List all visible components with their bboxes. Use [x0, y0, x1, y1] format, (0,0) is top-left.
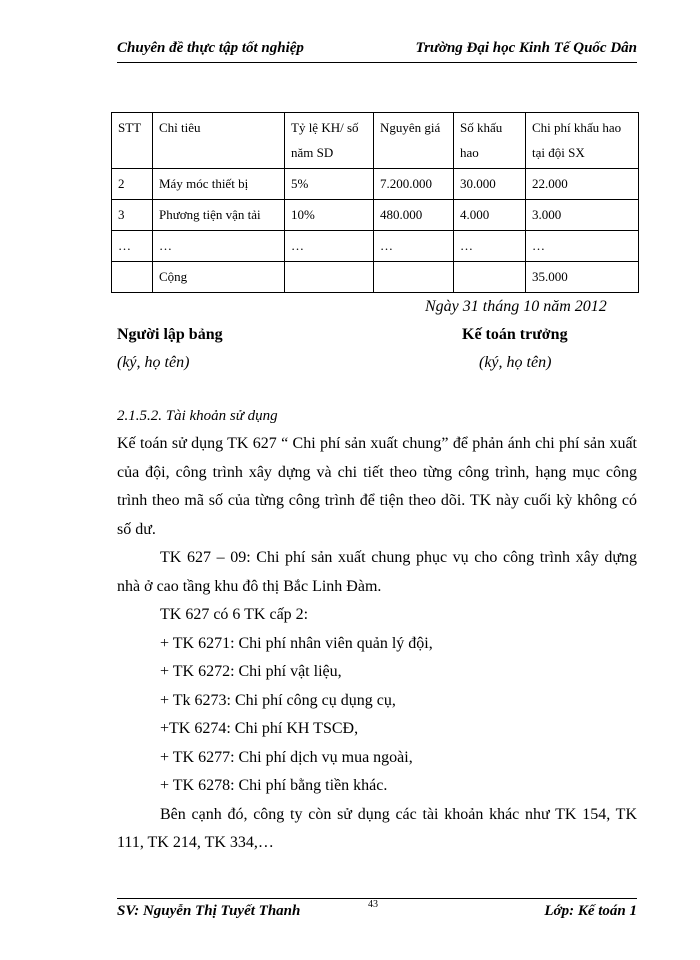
- header-cell: Chi phí khấu hao tại đội SX: [526, 113, 639, 169]
- table-cell: [454, 262, 526, 293]
- table-cell: [112, 262, 153, 293]
- table-cell: 4.000: [454, 200, 526, 231]
- table-cell: 2: [112, 169, 153, 200]
- footer-student: SV: Nguyễn Thị Tuyết Thanh: [117, 903, 301, 919]
- header-title-left: Chuyên đề thực tập tốt nghiệp: [117, 40, 304, 56]
- table-cell: 5%: [285, 169, 374, 200]
- table-cell: 7.200.000: [374, 169, 454, 200]
- paragraph: Bên cạnh đó, công ty còn sử dụng các tài khoản khác như TK 154, TK 111, TK 214, TK 334,…: [117, 805, 637, 851]
- preparer-sign-note: (ký, họ tên): [117, 354, 190, 371]
- table-cell: Phương tiện vận tải: [153, 200, 285, 231]
- body-text: [117, 430, 637, 858]
- header-cell: Số khấu hao: [454, 113, 526, 169]
- table-header-row: [112, 113, 639, 169]
- header-title-right: Trường Đại học Kinh Tế Quốc Dân: [415, 40, 637, 56]
- table-cell: 3: [112, 200, 153, 231]
- paragraph: Kế toán sử dụng TK 627 “ Chi phí sản xuất chung” để phản ánh chi phí sản xuất của đội, công trình xây dựng và chi tiết theo từng công trình, hạng mục công trình theo mã số của từng công trình để tiện theo dõi. TK này cuối kỳ không có số dư.: [117, 435, 637, 538]
- list-item: + TK 6278: Chi phí bằng tiền khác.: [160, 777, 388, 794]
- page-footer: [117, 898, 637, 923]
- section-heading: 2.1.5.2. Tài khoản sử dụng: [117, 408, 278, 424]
- depreciation-table: [111, 112, 639, 293]
- table-cell: 30.000: [454, 169, 526, 200]
- list-item: + TK 6271: Chi phí nhân viên quản lý đội,: [160, 634, 433, 652]
- page-header: [117, 40, 637, 63]
- list-item: + Tk 6273: Chi phí công cụ dụng cụ,: [160, 691, 396, 709]
- list-item: + TK 6272: Chi phí vật liệu,: [160, 663, 342, 680]
- header-cell: Nguyên giá: [374, 113, 454, 169]
- table-cell: 3.000: [526, 200, 639, 231]
- table-cell: …: [285, 231, 374, 262]
- paragraph: TK 627 có 6 TK cấp 2:: [160, 606, 309, 623]
- table-row: [112, 231, 639, 262]
- chief-accountant-sign-note: (ký, họ tên): [479, 354, 552, 371]
- table-cell: [374, 262, 454, 293]
- table-row: [112, 200, 639, 231]
- table-cell: Cộng: [153, 262, 285, 293]
- header-cell: Tỷ lệ KH/ số năm SD: [285, 113, 374, 169]
- footer-class: Lớp: Kế toán 1: [544, 903, 637, 919]
- table-cell: 480.000: [374, 200, 454, 231]
- chief-accountant-title: Kế toán trưởng: [462, 326, 568, 343]
- table-cell: [285, 262, 374, 293]
- table-row: [112, 169, 639, 200]
- document-date: Ngày 31 tháng 10 năm 2012: [425, 298, 607, 315]
- header-cell: Chỉ tiêu: [153, 113, 285, 169]
- table-cell: …: [153, 231, 285, 262]
- page-number: 43: [368, 899, 378, 910]
- table-cell: Máy móc thiết bị: [153, 169, 285, 200]
- table-cell: 22.000: [526, 169, 639, 200]
- paragraph: TK 627 – 09: Chi phí sản xuất chung phục vụ cho công trình xây dựng nhà ở cao tầng khu đô thị Bắc Linh Đàm.: [117, 549, 637, 595]
- list-item: + TK 6277: Chi phí dịch vụ mua ngoài,: [160, 748, 413, 766]
- table-cell: …: [526, 231, 639, 262]
- table-cell: 35.000: [526, 262, 639, 293]
- table-cell: 10%: [285, 200, 374, 231]
- table-total-row: [112, 262, 639, 293]
- list-item: +TK 6274: Chi phí KH TSCĐ,: [160, 720, 359, 737]
- header-cell: STT: [112, 113, 153, 169]
- preparer-title: Người lập bảng: [117, 326, 223, 343]
- table-cell: …: [374, 231, 454, 262]
- table-cell: …: [112, 231, 153, 262]
- table-cell: …: [454, 231, 526, 262]
